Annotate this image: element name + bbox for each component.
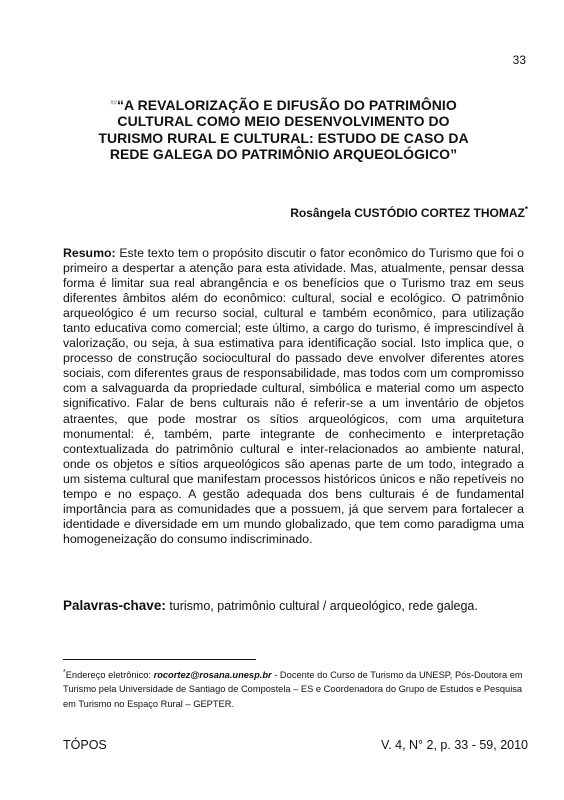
title-line-3: TURISMO RURAL E CULTURAL: ESTUDO DE CASO DA <box>98 129 469 146</box>
footnote <box>63 666 529 711</box>
author-footnote-marker: * <box>524 205 528 214</box>
footnote-divider <box>63 659 256 660</box>
page-number: 33 <box>512 53 526 67</box>
title-footnote-mark: ## <box>110 100 117 106</box>
footer-journal: TÓPOS <box>63 738 107 752</box>
keywords <box>63 598 533 613</box>
footnote-marker: * <box>63 669 66 676</box>
keywords-label: Palavras-chave: <box>63 598 166 613</box>
footnote-prefix: Endereço eletrônico: <box>65 670 154 681</box>
paper-title <box>60 95 507 163</box>
author <box>290 205 528 220</box>
title-line-1 <box>110 97 457 113</box>
footnote-text: - Docente do Curso de Turismo da UNESP, Pós-Doutora em Turismo pela Universidade de Santiago de Compostela – ES e Coordenadora do Grupo de Estudos e Pesquisa em Turismo no Espaço Rural – GEPTER. <box>63 670 523 709</box>
title-line-4: REDE GALEGA DO PATRIMÔNIO ARQUEOLÓGICO” <box>109 146 458 163</box>
keywords-text: turismo, patrimônio cultural / arqueológico, rede galega. <box>169 599 478 613</box>
author-name: Rosângela CUSTÓDIO CORTEZ THOMAZ <box>290 206 525 220</box>
title-line-1-text: “A REVALORIZAÇÃO E DIFUSÃO DO PATRIMÔNIO <box>116 96 457 113</box>
abstract <box>63 246 524 547</box>
footer-citation: V. 4, N° 2, p. 33 - 59, 2010 <box>381 738 528 752</box>
abstract-label: Resumo: <box>63 246 116 260</box>
footnote-email: rocortez@rosana.unesp.br <box>153 670 272 681</box>
title-line-2: CULTURAL COMO MEIO DESENVOLVIMENTO DO <box>117 113 450 130</box>
abstract-text: Este texto tem o propósito discutir o fator econômico do Turismo que foi o primeiro a despertar a atenção para esta atividade. Mas, atualmente, pensar dessa forma é limitar sua real abrangência e os benefícios que o Turismo traz em seus diferentes âmbitos além do econômico: cultural, social e ecológico. O patrimônio arqueológico é um recurso social, cultural e também econômico, para utilização tanto educativa como comercial; este último, a cargo do turismo, é imprescindível à valorização, ou seja, à sua estimativa para identificação social. Isto implica que, o processo de construção sociocultural do passado deve envolver diferentes atores sociais, com diferentes graus de responsabilidade, mas todos com um compromisso com a salvaguarda da propriedade cultural, simbólica e material como um aspecto significativo. Falar de bens culturais não é referir-se a um inventário de objetos atraentes, que pode mostrar os sítios arqueológicos, com uma arquitetura monumental: é, também, parte integrante de conhecimento e interpretação contextualizada do patrimônio cultural e inter-relacionados ao ambiente natural, onde os objetos e sítios arqueológicos são apenas parte de um todo, integrado a um sistema cultural que manifestam processos históricos únicos e não repetíveis no tempo e no espaço. A gestão adequada dos bens culturais é de fundamental importância para as comunidades que a possuem, já que servem para fortalecer a identidade e diversidade em um mundo globalizado, que tem como paradigma uma homogeneização do consumo indiscriminado. <box>63 246 524 546</box>
